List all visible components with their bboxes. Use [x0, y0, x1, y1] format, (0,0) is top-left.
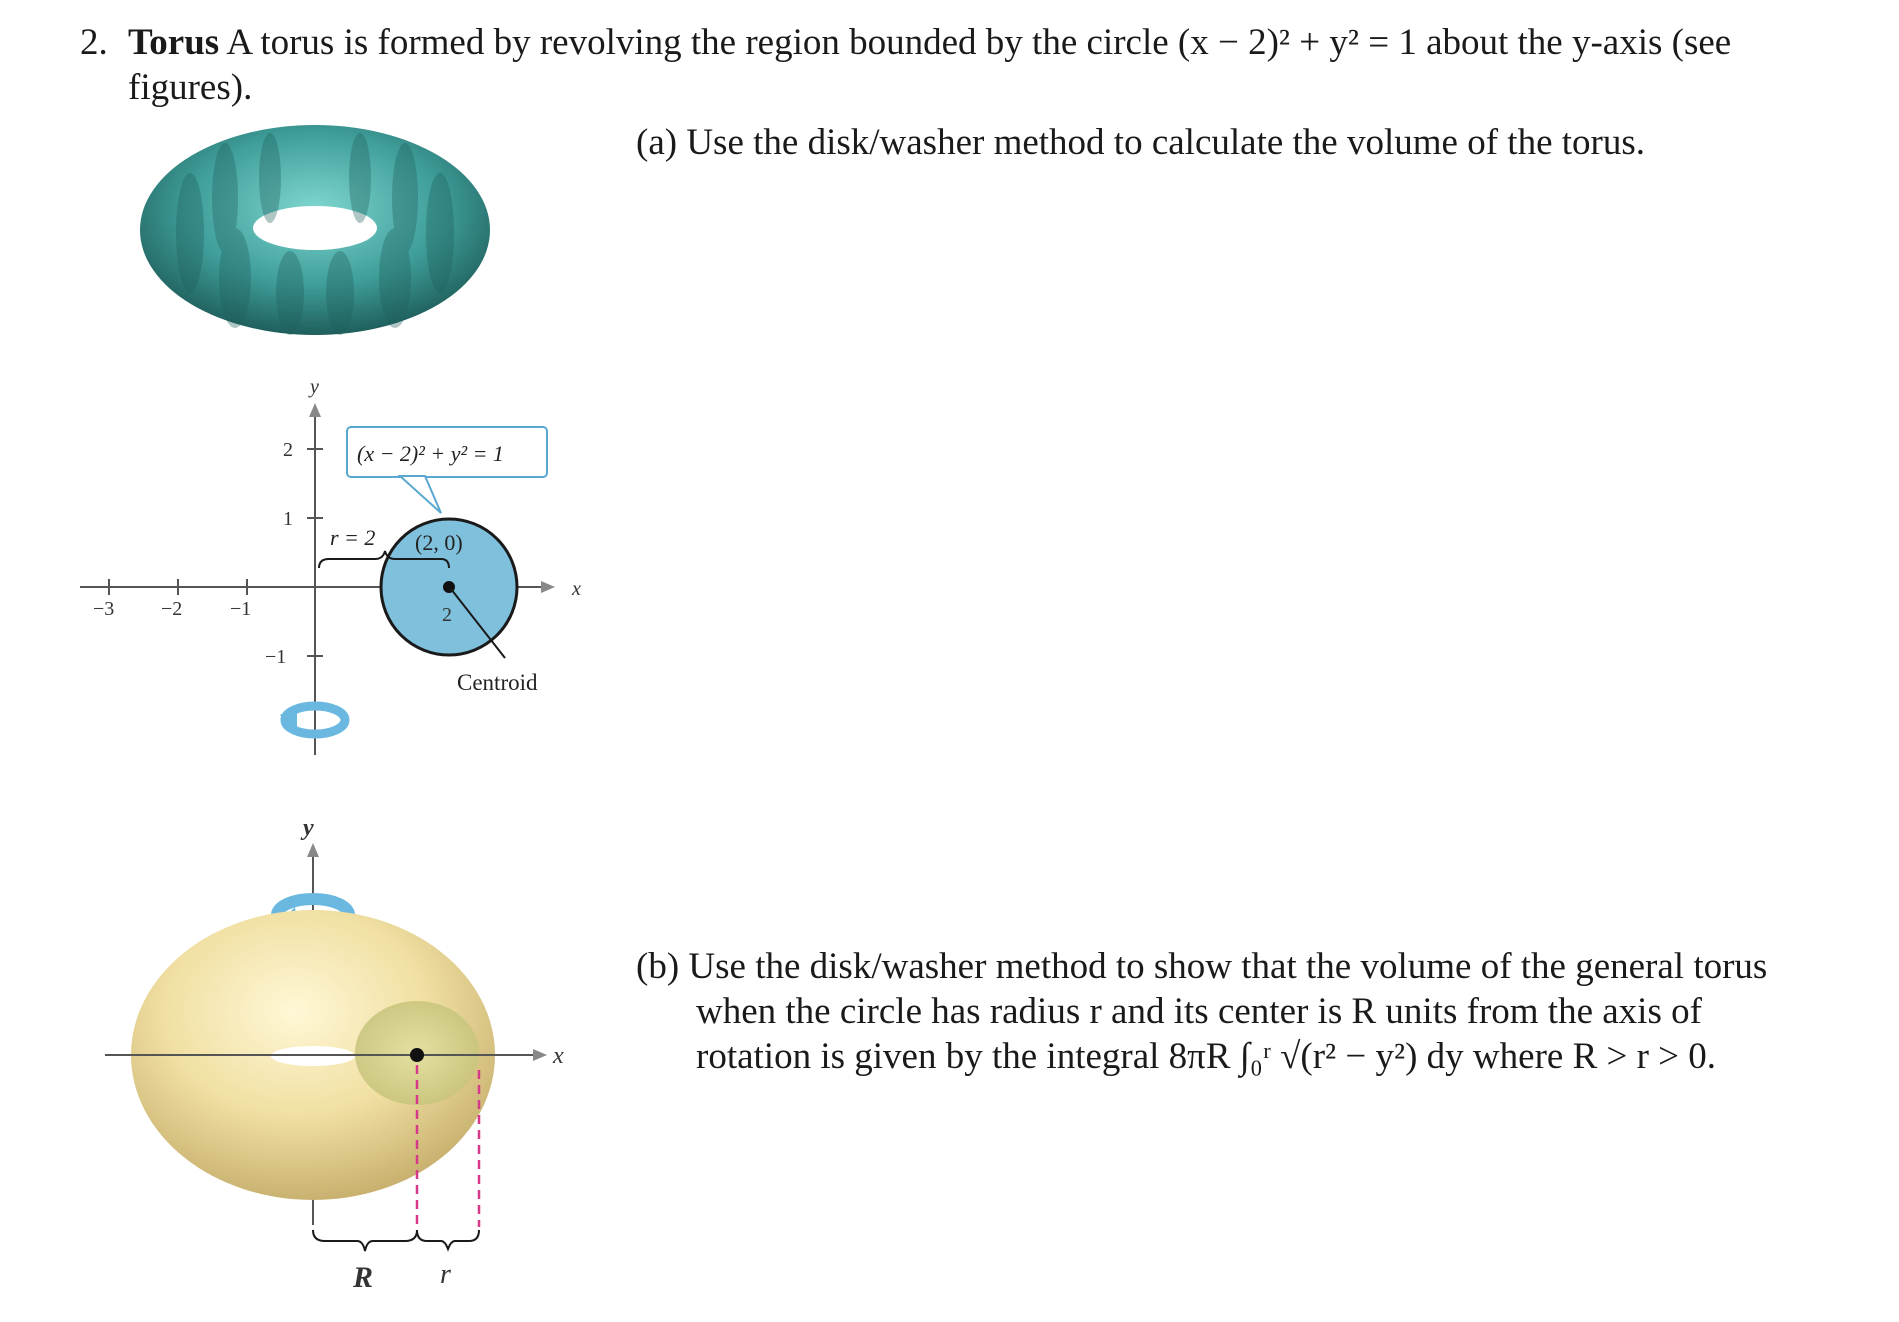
small-r-brace — [417, 1230, 479, 1249]
section-center-point — [410, 1048, 424, 1062]
r-label: r = 2 — [330, 525, 376, 550]
rotation-arrow-icon — [280, 705, 345, 734]
part-a — [636, 120, 1645, 165]
y-axis-arrow — [307, 843, 319, 857]
y-tick-minus-1: −1 — [265, 646, 287, 668]
x-axis-arrow — [541, 581, 555, 593]
part-a-label: (a) — [636, 122, 678, 163]
x-axis-arrow — [533, 1049, 547, 1061]
small-r-label: r — [440, 1259, 451, 1290]
y-axis-label: y — [310, 376, 319, 398]
y-tick-2: 2 — [283, 439, 293, 461]
callout-pointer — [400, 476, 441, 513]
part-b-line-3: rotation is given by the integral 8πR ∫₀ʳ √(r² − y²) dy where R > r > 0. — [696, 1036, 1717, 1077]
problem-line-2: figures). — [128, 67, 253, 108]
problem-number: 2. — [80, 22, 108, 63]
problem-statement — [80, 20, 1880, 110]
x-axis-label: x — [572, 578, 581, 600]
centroid-label: Centroid — [457, 670, 538, 695]
center-x-tick: 2 — [442, 604, 452, 626]
circle-axis-figure — [75, 375, 595, 760]
big-R-brace — [313, 1230, 417, 1251]
x-axis-label: x — [553, 1043, 564, 1069]
x-tick-minus-1: −1 — [230, 598, 252, 620]
x-tick-minus-2: −2 — [161, 598, 183, 620]
part-a-text: Use the disk/washer method to calculate the volume of the torus. — [686, 122, 1645, 163]
part-b-line-2: when the circle has radius r and its center is R units from the axis of — [696, 991, 1702, 1032]
part-b-line-1 — [636, 944, 1876, 989]
part-b — [636, 944, 1876, 1079]
problem-line-1 — [80, 20, 1880, 65]
y-axis-label: y — [303, 815, 314, 841]
part-b-text-1: Use the disk/washer method to show that the volume of the general torus — [688, 946, 1768, 987]
center-label: (2, 0) — [415, 530, 463, 555]
y-axis-arrow — [309, 403, 321, 417]
teal-torus-figure — [130, 118, 500, 348]
equation-callout: (x − 2)² + y² = 1 — [357, 441, 504, 466]
problem-title: Torus — [128, 22, 220, 63]
part-b-label: (b) — [636, 946, 680, 987]
big-R-label: R — [353, 1261, 374, 1294]
x-tick-minus-3: −3 — [93, 598, 115, 620]
cream-torus-figure — [95, 815, 595, 1310]
problem-text-1: A torus is formed by revolving the region bounded by the circle (x − 2)² + y² = 1 about the y-axis (see — [219, 22, 1732, 63]
y-tick-1: 1 — [283, 508, 293, 530]
